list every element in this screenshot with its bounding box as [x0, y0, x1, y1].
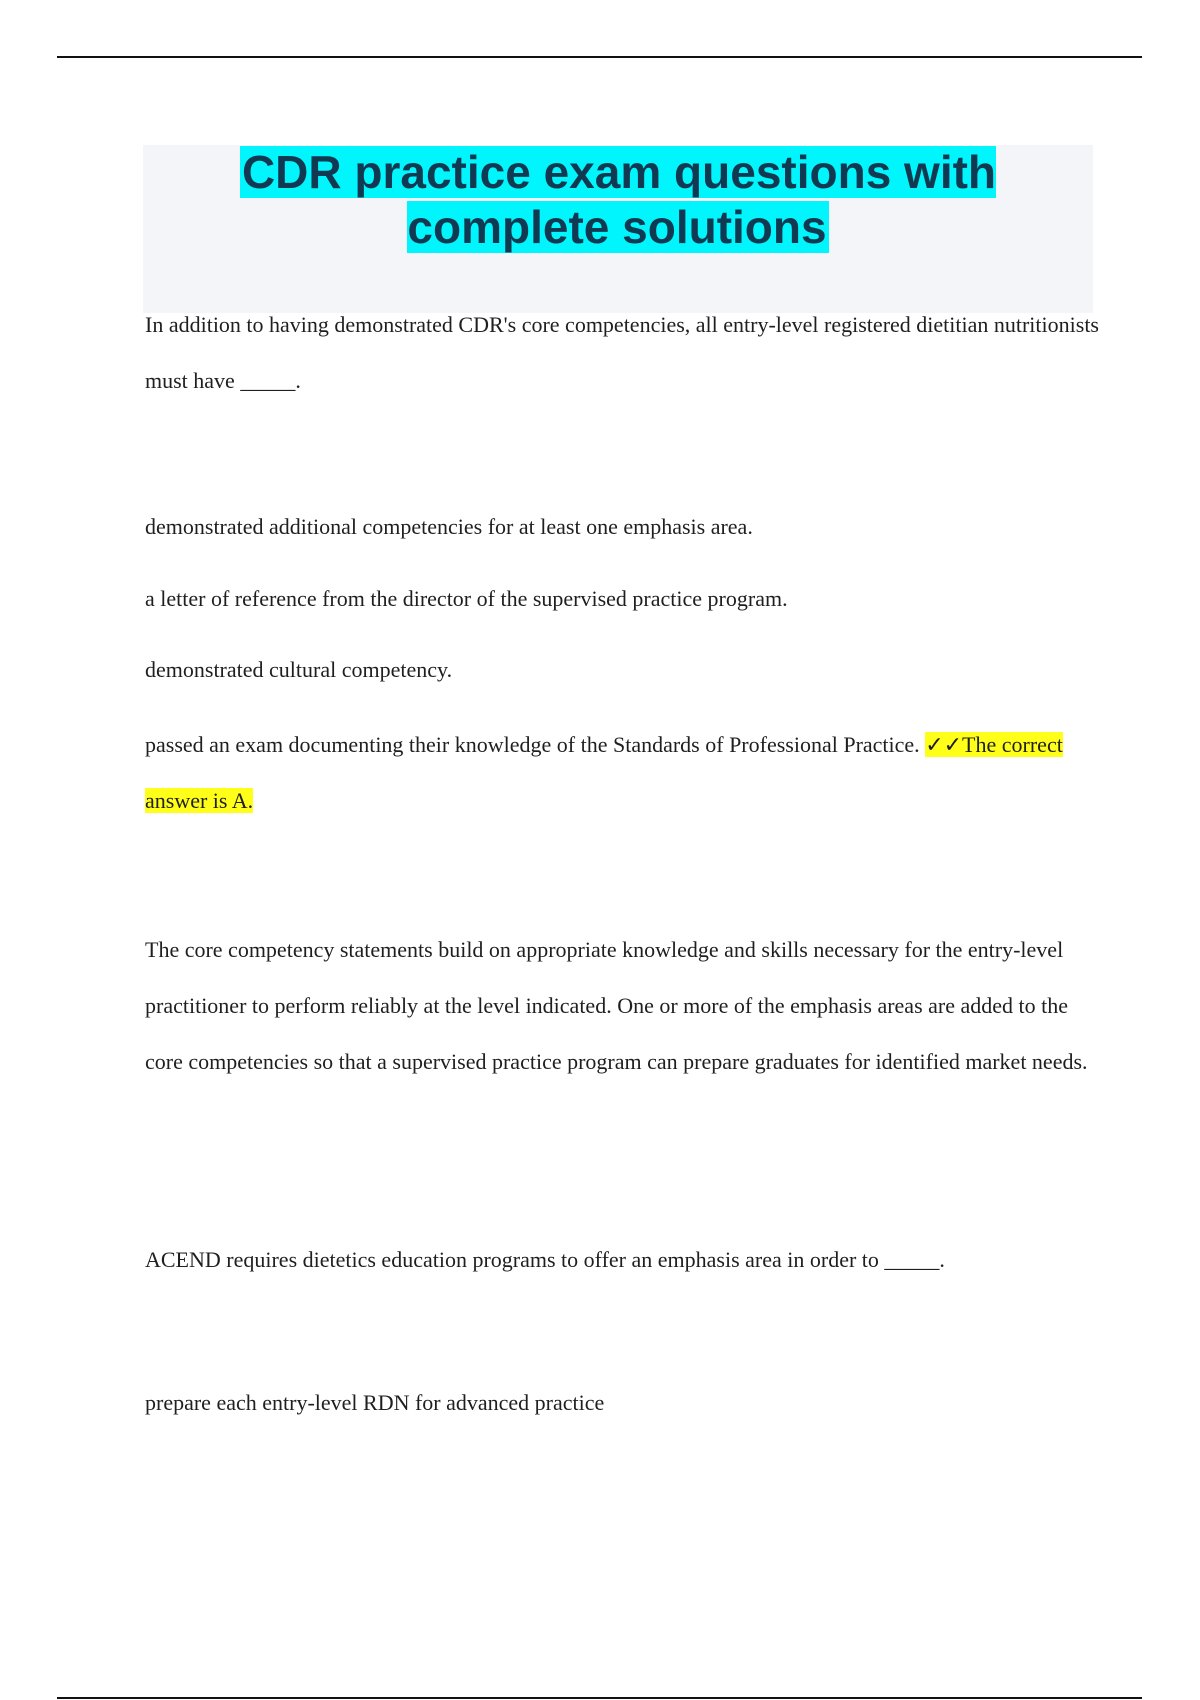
bottom-rule: [57, 1697, 1142, 1699]
question-1-option-d: [145, 717, 1105, 829]
top-rule: [57, 56, 1142, 58]
question-1-option-a: demonstrated additional competencies for at least one emphasis area.: [145, 514, 753, 539]
question-2-option-a: prepare each entry-level RDN for advanced practice: [145, 1390, 605, 1415]
question-1-stem: In addition to having demonstrated CDR's core competencies, all entry-level registered dietitian nutritionists must have _____.: [145, 312, 1099, 393]
question-2-stem: ACEND requires dietetics education programs to offer an emphasis area in order to _____.: [145, 1247, 945, 1272]
document-title: [143, 145, 1093, 255]
correct-answer-highlight: ✓✓The correct answer is A.: [145, 732, 1063, 813]
question-1-explanation: The core competency statements build on appropriate knowledge and skills necessary for the entry-level practitioner to perform reliably at the level indicated. One or more of the emphasis areas are added to the core competencies so that a supervised practice program can prepare graduates for identified market needs.: [145, 937, 1088, 1074]
document-title-text: CDR practice exam questions with complete solutions: [241, 146, 997, 253]
question-1-option-b: a letter of reference from the director of the supervised practice program.: [145, 586, 788, 611]
question-1-option-c: demonstrated cultural competency.: [145, 657, 453, 682]
question-1-option-d-text: passed an exam documenting their knowledge of the Standards of Professional Practice.: [145, 732, 920, 757]
